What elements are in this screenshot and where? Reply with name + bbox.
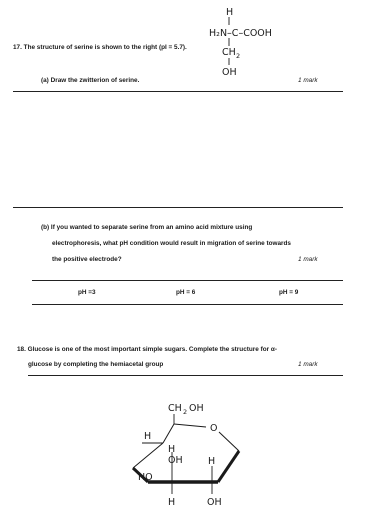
- q17a-label: (a) Draw the zwitterion of serine.: [41, 77, 140, 84]
- serine-main-chain: H₂N–C–COOH: [209, 28, 272, 39]
- serine-ch2-subscript: 2: [236, 52, 241, 60]
- q17b-mark: 1 mark: [298, 256, 318, 263]
- q18-line1: 18. Glucose is one of the most important simple sugars. Complete the structure for α-: [17, 346, 277, 353]
- ring-ch2oh-tail: OH: [189, 403, 204, 414]
- q18-line2: glucose by completing the hemiacetal group: [28, 361, 164, 368]
- ring-ho: HO: [138, 472, 153, 483]
- ring-ch2oh-subscript: 2: [183, 408, 188, 416]
- ring-bottom-h: H: [168, 497, 176, 508]
- ring-c4-h: H: [168, 444, 176, 455]
- q17b-option-3: pH = 9: [279, 289, 299, 296]
- ring-bottom-oh: OH: [207, 497, 222, 508]
- ring-c4-oh: OH: [168, 455, 183, 466]
- ring-ch2oh: CH: [168, 403, 182, 414]
- q17a-mark: 1 mark: [298, 77, 318, 84]
- serine-ch2: CH: [222, 47, 236, 58]
- q17b-line2: electrophoresis, what pH condition would result in migration of serine towards: [52, 240, 291, 247]
- q18-mark: 1 mark: [298, 361, 318, 368]
- serine-oh: OH: [222, 67, 237, 78]
- ring-oxygen: O: [210, 423, 218, 434]
- q17b-line3: the positive electrode?: [52, 256, 122, 263]
- q17b-option-2: pH = 6: [176, 289, 196, 296]
- q17-prompt: 17. The structure of serine is shown to the right (pI = 5.7).: [13, 44, 187, 51]
- q17b-line1: (b) If you wanted to separate serine from an amino acid mixture using: [41, 224, 253, 231]
- serine-top-h: H: [226, 7, 234, 18]
- ring-c3-h: H: [208, 456, 216, 467]
- ring-c5-h: H: [144, 431, 152, 442]
- q17b-option-1: pH =3: [78, 289, 96, 296]
